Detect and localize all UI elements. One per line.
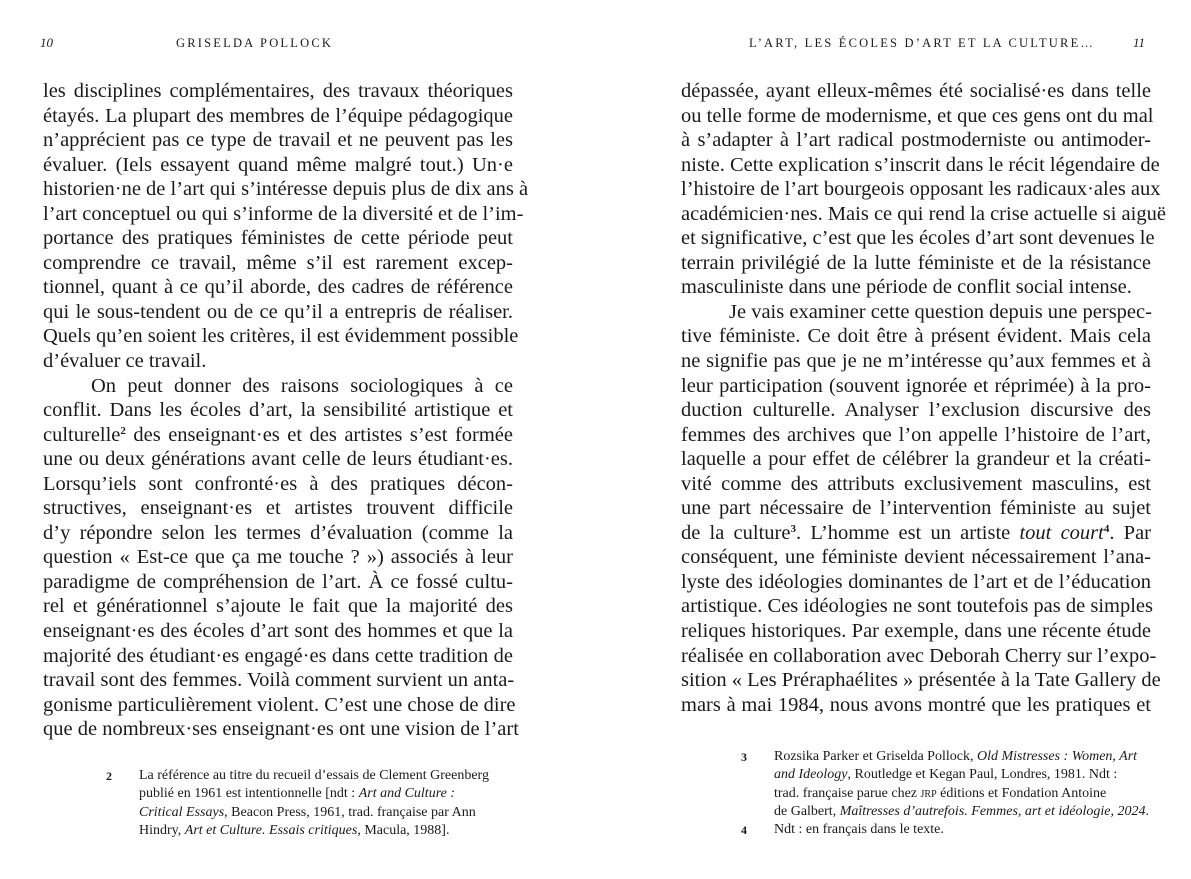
- text-line: étayés. La plupart des membres de l’équipe pédagogique: [43, 104, 513, 127]
- text-line: dépassée, ayant elleux-mêmes été socialisé·es dans telle: [681, 80, 1151, 102]
- text-line: qui le sous-tendent ou de ce qu’il a entrepris de réaliser.: [43, 300, 513, 323]
- italic-text: tout court: [1019, 521, 1104, 544]
- text-line: et significative, c’est que les écoles d’art sont devenues le: [681, 227, 1155, 250]
- text-line: paradigme de compréhension de l’art. À ce fossé cultu-: [43, 570, 513, 593]
- footnote-ref[interactable]: 2: [120, 424, 126, 437]
- text-line: rel et générationnel s’ajoute le fait que la majorité des: [43, 595, 513, 618]
- text-line: l’art conceptuel ou qui s’informe de la diversité et de l’im-: [43, 202, 524, 225]
- italic-text: and Ideology: [774, 767, 848, 783]
- page-number: 11: [1133, 35, 1146, 50]
- text-line: l’histoire de l’art bourgeois opposant les radicaux·ales aux: [681, 178, 1161, 201]
- text-line: de la culture$^3$. L’homme est un artiste tout court$^4$. Par: [681, 521, 1152, 544]
- text-line: structives, enseignant·es et artistes trouvent difficile: [43, 497, 513, 520]
- text-line: une ou deux générations avant celle de leurs étudiant·es.: [43, 448, 513, 471]
- text-line: artistique. Ces idéologies ne sont toutefois pas de simples: [681, 595, 1154, 618]
- footnote-line: trad. française parue chez jrp éditions et Fondation Antoine: [774, 785, 1107, 801]
- text-line: les disciplines complémentaires, des travaux théoriques: [43, 80, 513, 102]
- text-line: Quels qu’en soient les critères, il est évidemment possible: [43, 325, 519, 348]
- text-line: académicien·nes. Mais ce qui rend la crise actuelle si aiguë: [681, 202, 1166, 225]
- text-line: majorité des étudiant·es engagé·es dans cette tradition de: [43, 644, 513, 667]
- text-line: mars à mai 1984, nous avons montré que les pratiques et: [681, 693, 1151, 716]
- text-line: Je vais examiner cette question depuis une perspec-: [729, 300, 1152, 323]
- italic-text: Old Mistresses : Women, Art: [976, 749, 1138, 764]
- text-line: enseignant·es des écoles d’art sont des hommes et que la: [43, 620, 513, 643]
- text-line: que de nombreux·ses enseignant·es ont une vision de l’art: [43, 718, 519, 741]
- footnote-line: and Ideology, Routledge et Kegan Paul, Londres, 1981. Ndt :: [774, 767, 1118, 783]
- text-line: conséquent, une féministe devient nécessairement l’ana-: [681, 546, 1151, 569]
- text-line: terrain privilégié de la lutte féministe et de la résistance: [681, 251, 1151, 274]
- text-line: Lorsqu’iels sont confronté·es à des pratiques décon-: [43, 472, 513, 495]
- footnote-line: de Galbert, Maîtresses d’autrefois. Femmes, art et idéologie, 2024.: [774, 803, 1149, 819]
- footnote-ref[interactable]: 3: [790, 522, 796, 535]
- text-line: duction culturelle. Analyser l’exclusion discursive des: [681, 399, 1151, 422]
- text-line: lyste des idéologies dominantes de l’art et de l’éducation: [681, 570, 1151, 593]
- text-line: évaluer. (Iels essayent quand même malgré tout.) Un·e: [43, 153, 513, 176]
- text-line: réalisée en collaboration avec Deborah Cherry sur l’expo-: [681, 644, 1157, 667]
- footnote-line: Critical Essays, Beacon Press, 1961, trad. française par Ann: [139, 804, 476, 820]
- text-line: culturelle$^2$ des enseignant·es et des artistes s’est formée: [43, 423, 513, 446]
- footnote-line: publié en 1961 est intentionnelle [ndt : Art and Culture :: [139, 786, 455, 802]
- italic-text: Art et Culture. Essais critiques: [184, 822, 358, 838]
- text-line: à s’adapter à l’art radical postmoderniste ou antimoder-: [681, 129, 1151, 152]
- text-line: ou telle forme de modernisme, et que ces gens ont du mal: [681, 104, 1154, 127]
- running-head-author: GRISELDA POLLOCK: [176, 36, 334, 50]
- text-line: gonisme particulièrement violent. C’est une chose de dire: [43, 693, 516, 716]
- footnote-ref[interactable]: 4: [1103, 522, 1110, 535]
- footnote: [106, 767, 526, 840]
- text-line: femmes des archives que l’on appelle l’histoire de l’art,: [681, 423, 1151, 446]
- text-line: comprendre ce travail, même s’il est rarement excep-: [43, 251, 513, 274]
- footnote-line: Ndt : en français dans le texte.: [774, 822, 944, 838]
- text-line: vité comme des attributs exclusivement masculins, est: [681, 472, 1151, 495]
- footnote-line: Rozsika Parker et Griselda Pollock, Old Mistresses : Women, Art: [774, 749, 1138, 764]
- text-line: d’évaluer ce travail.: [43, 350, 207, 373]
- small-caps-text: jrp: [920, 785, 937, 801]
- running-head-chapter: L’ART, LES ÉCOLES D’ART ET LA CULTURE…: [749, 36, 1096, 50]
- body-text: [43, 79, 529, 742]
- page-number: 10: [40, 35, 53, 50]
- right-page: [596, 0, 1191, 879]
- footnotes: [741, 748, 1161, 839]
- footnote-line: Hindry, Art et Culture. Essais critiques, Macula, 1988].: [139, 822, 450, 838]
- body-text: [681, 79, 1166, 717]
- text-line: tive féministe. Ce doit être à présent évident. Mais cela: [681, 325, 1151, 348]
- italic-text: Maîtresses d’autrefois. Femmes, art et idéologie, 2024: [839, 803, 1146, 819]
- text-line: n’apprécient pas ce type de travail et ne peuvent pas les: [43, 129, 513, 152]
- text-line: conflit. Dans les écoles d’art, la sensibilité artistique et: [43, 399, 513, 422]
- text-line: laquelle a pour effet de célébrer la grandeur et la créati-: [681, 448, 1151, 471]
- text-line: une part nécessaire de l’intervention féministe au sujet: [681, 497, 1151, 520]
- text-line: portance des pratiques féministes de cette période peut: [43, 227, 513, 250]
- footnotes: [106, 767, 526, 840]
- left-page: [0, 0, 595, 879]
- text-line: ne signifie pas que je ne m’intéresse qu’aux femmes et à: [681, 350, 1151, 373]
- footnote-number: 4: [741, 823, 747, 838]
- footnote-number: 3: [741, 750, 747, 764]
- text-line: sition « Les Préraphaélites » présentée à la Tate Gallery de: [681, 669, 1161, 692]
- text-line: question « Est-ce que ça me touche ? ») associés à leur: [43, 546, 513, 569]
- footnote-number: 2: [106, 769, 112, 783]
- text-line: masculiniste dans une période de conflit social intense.: [681, 276, 1132, 299]
- text-line: reliques historiques. Par exemple, dans une récente étude: [681, 620, 1151, 643]
- text-line: historien·ne de l’art qui s’intéresse depuis plus de dix ans à: [43, 178, 529, 201]
- text-line: tionnel, quant à ce qu’il aborde, des cadres de référence: [43, 276, 513, 299]
- footnote: [741, 748, 1161, 821]
- text-line: niste. Cette explication s’inscrit dans le récit légendaire de: [681, 153, 1160, 176]
- italic-text: Critical Essays: [139, 804, 225, 820]
- text-line: travail sont des femmes. Voilà comment survient un anta-: [43, 669, 515, 692]
- text-line: d’y répondre selon les termes d’évaluation (comme la: [43, 521, 513, 544]
- footnote: [741, 821, 1161, 839]
- text-line: leur participation (souvent ignorée et réprimée) à la pro-: [681, 374, 1151, 397]
- footnote-line: La référence au titre du recueil d’essais de Clement Greenberg: [139, 768, 489, 783]
- text-line: On peut donner des raisons sociologiques à ce: [91, 374, 513, 397]
- italic-text: Art and Culture :: [358, 786, 455, 802]
